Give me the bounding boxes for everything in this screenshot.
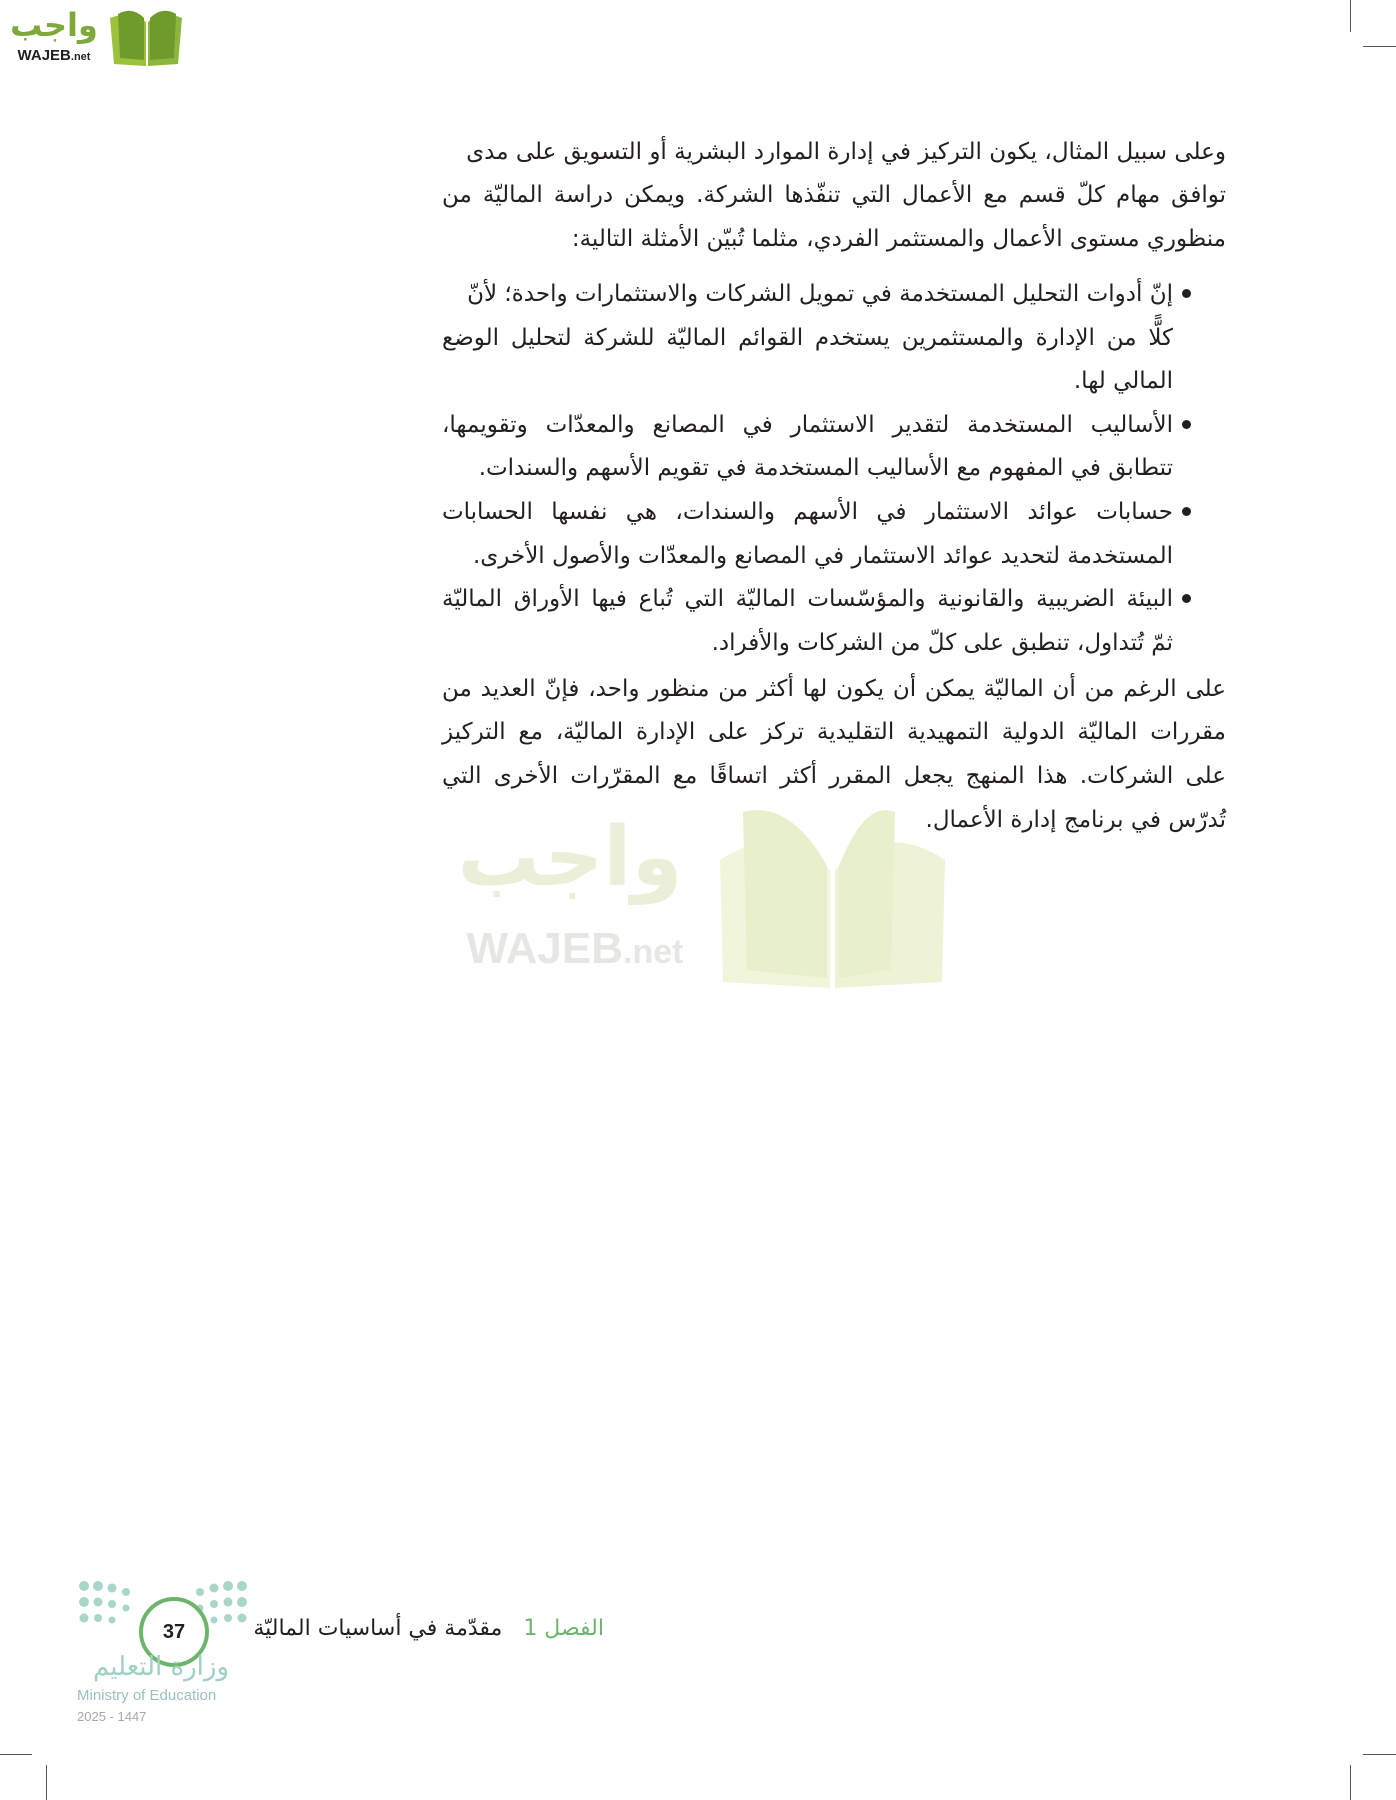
- text-line: وعلى سبيل المثال، يكون التركيز في إدارة الموارد البشرية أو التسويق على مدى: [466, 139, 1226, 165]
- text-line: على الرغم من أن الماليّة يمكن أن يكون لها أكثر من منظور واحد، فإنّ العديد من: [442, 676, 1226, 702]
- crop-mark: [46, 1765, 47, 1800]
- chapter-title: مقدّمة في أساسيات الماليّة: [253, 1616, 503, 1641]
- list-item-line: كلًّا من الإدارة والمستثمرين يستخدم القوائم الماليّة للشركة لتحليل الوضع: [442, 325, 1173, 351]
- svg-text:واجب: واجب: [10, 6, 98, 44]
- text-line: منظوري مستوى الأعمال والمستثمر الفردي، مثلما تُبيّن الأمثلة التالية:: [571, 226, 1226, 252]
- ministry-name-en: Ministry of Education: [77, 1687, 217, 1704]
- list-item-line: إنّ أدوات التحليل المستخدمة في تمويل الشركات والاستثمارات واحدة؛ لأنّ: [467, 281, 1173, 307]
- bullet-icon: [1182, 594, 1191, 603]
- text-line: توافق مهام كلّ قسم مع الأعمال التي تنفّذها الشركة. ويمكن دراسة الماليّة من: [442, 182, 1226, 208]
- svg-text:WAJEB.net: WAJEB.net: [466, 924, 684, 973]
- list-item-line: حسابات عوائد الاستثمار في الأسهم والسندات، هي نفسها الحسابات: [442, 499, 1173, 525]
- chapter-label: الفصل 1: [523, 1616, 604, 1641]
- page-number: 37: [139, 1597, 209, 1667]
- svg-text:واجب: واجب: [457, 810, 683, 905]
- crop-mark: [1363, 1754, 1396, 1755]
- text-line: على الشركات. هذا المنهج يجعل المقرر أكثر اتساقًا مع المقرّرات الأخرى التي: [442, 763, 1226, 789]
- svg-text:WAJEB.net: WAJEB.net: [17, 47, 91, 64]
- chapter-running-title: [253, 1616, 604, 1641]
- ministry-name-ar: وزارة التعليم: [92, 1652, 230, 1682]
- text-line: تُدرّس في برنامج إدارة الأعمال.: [925, 807, 1226, 833]
- list-item-line: تتطابق في المفهوم مع الأساليب المستخدمة في تقويم الأسهم والسندات.: [478, 455, 1173, 481]
- list-item-line: ثمّ تُتداول، تنطبق على كلّ من الشركات والأفراد.: [711, 630, 1173, 656]
- crop-mark: [0, 1754, 32, 1755]
- list-item-line: البيئة الضريبية والقانونية والمؤسّسات الماليّة التي تُباع فيها الأوراق الماليّة: [442, 586, 1173, 612]
- bullet-icon: [1182, 289, 1191, 298]
- list-item-line: المالي لها.: [1073, 368, 1173, 394]
- edition-year: 2025 - 1447: [77, 1709, 147, 1724]
- book-icon: [6, 4, 191, 66]
- crop-mark: [1350, 0, 1351, 32]
- wajeb-logo[interactable]: [6, 4, 191, 66]
- bullet-icon: [1182, 507, 1191, 516]
- list-item-line: المستخدمة لتحديد عوائد الاستثمار في المصانع والمعدّات والأصول الأخرى.: [472, 543, 1173, 569]
- watermark: [455, 810, 955, 990]
- bullet-icon: [1182, 420, 1191, 429]
- crop-mark: [1350, 1765, 1351, 1800]
- crop-mark: [1363, 46, 1396, 47]
- list-item-line: الأساليب المستخدمة لتقدير الاستثمار في المصانع والمعدّات وتقويمها،: [442, 412, 1173, 438]
- text-line: مقررات الماليّة الدولية التمهيدية التقليدية تركز على الإدارة الماليّة، مع التركيز: [442, 719, 1226, 745]
